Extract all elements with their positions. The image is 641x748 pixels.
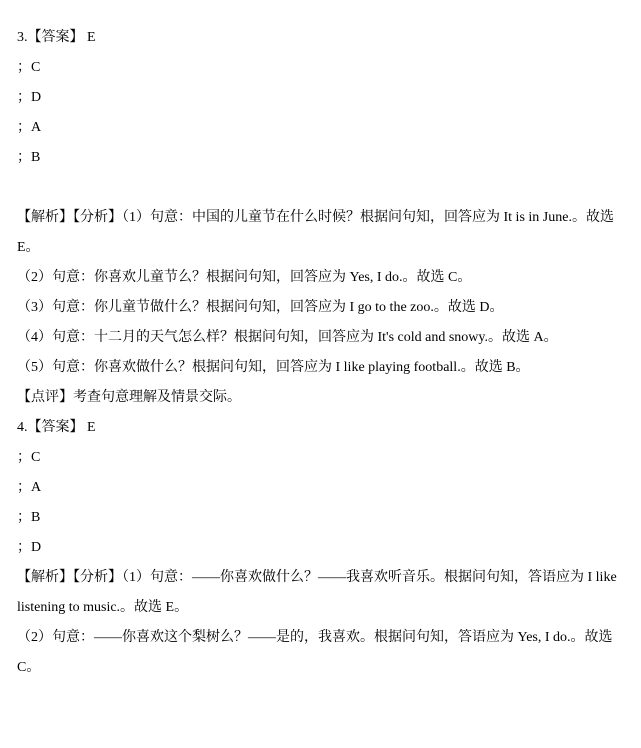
q3-option-3: ；A bbox=[17, 120, 42, 135]
q4-analysis-1a: 【解析】【分析】（1）句意：——你喜欢做什么？——我喜欢听音乐。根据问句知，答语应为 I like bbox=[17, 570, 617, 585]
q4-answer: 4.【答案】 E bbox=[17, 420, 96, 435]
q3-option-2: ；D bbox=[17, 90, 42, 105]
q3-analysis-1b: E。 bbox=[17, 240, 40, 255]
q4-option-2: ；A bbox=[17, 480, 42, 495]
q4-analysis-2a: （2）句意：——你喜欢这个梨树么？——是的，我喜欢。根据问句知，答语应为 Yes, I do.。故选 bbox=[17, 630, 613, 645]
q4-analysis-1b: listening to music.。故选 E。 bbox=[17, 600, 189, 615]
q4-option-3: ；B bbox=[17, 510, 41, 525]
q3-comment: 【点评】考查句意理解及情景交际。 bbox=[17, 390, 241, 405]
q4-option-1: ；C bbox=[17, 450, 41, 465]
q3-answer: 3.【答案】 E bbox=[17, 30, 96, 45]
q4-option-4: ；D bbox=[17, 540, 42, 555]
q3-analysis-4: （4）句意：十二月的天气怎么样？根据问句知，回答应为 It's cold and snowy.。故选 A。 bbox=[17, 330, 558, 345]
q3-option-4: ；B bbox=[17, 150, 41, 165]
q3-option-1: ；C bbox=[17, 60, 41, 75]
q3-analysis-5: （5）句意：你喜欢做什么？根据问句知，回答应为 I like playing football.。故选 B。 bbox=[17, 360, 530, 375]
q3-analysis-1a: 【解析】【分析】（1）句意：中国的儿童节在什么时候？根据问句知，回答应为 It is in June.。故选 bbox=[17, 210, 614, 225]
q3-analysis-3: （3）句意：你儿童节做什么？根据问句知，回答应为 I go to the zoo.。故选 D。 bbox=[17, 300, 504, 315]
q4-analysis-2b: C。 bbox=[17, 660, 41, 675]
q3-analysis-2: （2）句意：你喜欢儿童节么？根据问句知，回答应为 Yes, I do.。故选 C。 bbox=[17, 270, 472, 285]
